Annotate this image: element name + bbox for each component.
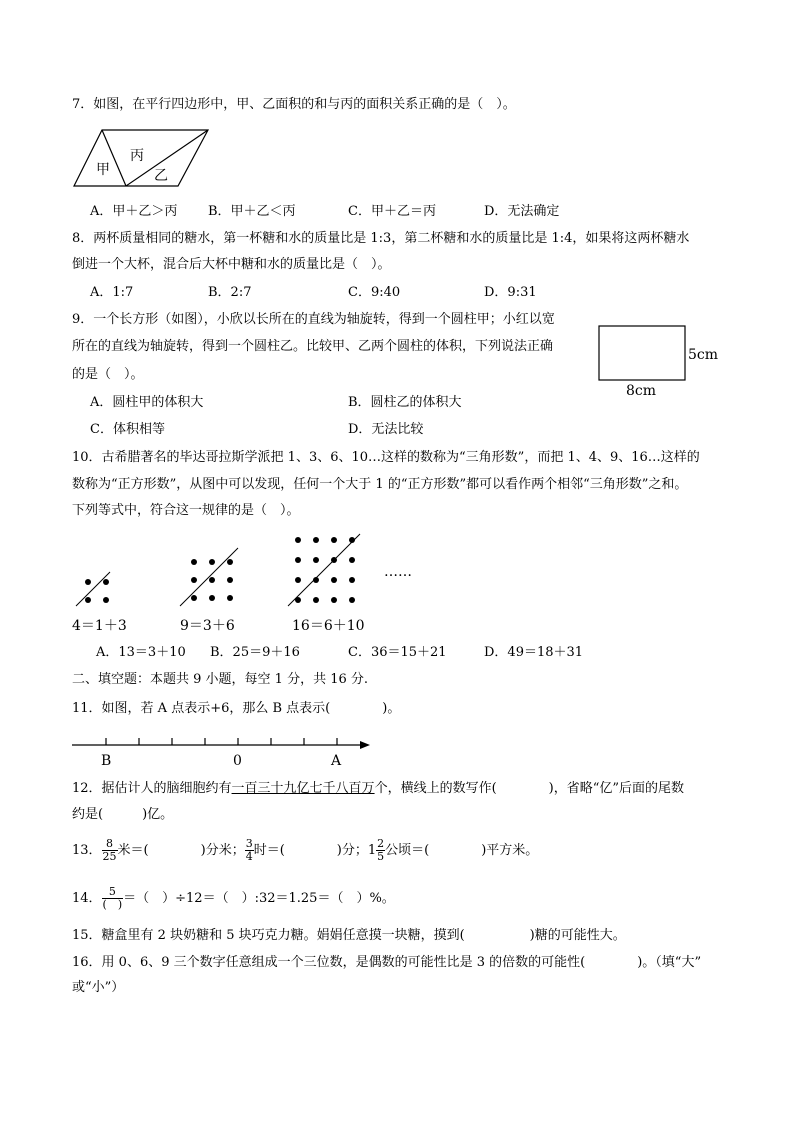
fig-label-jia: 甲 [96,162,110,178]
q7-parallelogram-figure [72,128,212,190]
q12-post: 个，横线上的数写作( )，省略“亿”后面的尾数 [374,781,684,796]
fig-label-9: 9＝3＋6 [180,618,235,634]
q9-option-c: C．体积相等 [90,422,165,437]
q7-option-c: C．甲＋乙＝丙 [348,204,436,219]
q8-option-a: A．1:7 [90,285,134,300]
q10-line3: 下列等式中，符合这一规律的是（ ）。 [72,503,300,518]
point-a-label: A [331,753,342,769]
q16-line2: 或“小”） [72,980,125,995]
q8-option-d: D．9:31 [484,285,537,300]
fig-width-label: 5cm [688,347,719,363]
q8-options [90,284,537,302]
q12-line1 [72,780,684,798]
q8-option-c: C．9:40 [348,285,401,300]
q14-line [72,884,395,914]
q10-option-b: B．25＝9＋16 [210,645,300,660]
point-b-label: B [101,753,112,769]
q14-fraction: $\frac{5}{( )}$ [102,885,123,911]
q9-options-row2 [90,421,423,439]
q8-line1: 8．两杯质量相同的糖水，第一杯糖和水的质量比是 1:3，第二杯糖和水的质量比是 1:4，如果将这两杯糖水 [72,231,690,246]
q11-number-line [72,732,382,768]
q10-option-a: A．13＝3＋10 [96,645,186,660]
q9-options-row1 [90,394,462,412]
square-3x3 [180,548,238,606]
q13-num: 13． [72,843,102,858]
q14-rest: ＝（ ）÷12＝（ ）:32＝1.25＝（ ）%。 [123,891,395,906]
q7-text: 7．如图，在平行四边形中，甲、乙面积的和与丙的面积关系正确的是（ ）。 [72,97,516,112]
q13-fraction-2: $\frac{3}{4}$ [245,837,253,863]
q11-text: 11．如图，若 A 点表示+6，那么 B 点表示( )。 [72,701,401,716]
q8-line2: 倒进一个大杯，混合后大杯中糖和水的质量比是（ ）。 [72,257,391,272]
q10-line2: 数称为“正方形数”，从图中可以发现，任何一个大于 1 的“正方形数”都可以看作两个相邻“三角形数”之和。 [72,477,688,492]
q9-rectangle-figure [598,324,728,400]
zero-label: 0 [233,753,242,769]
q9-option-d: D．无法比较 [348,422,424,437]
q16-line1: 16．用 0、6、9 三个数字任意组成一个三位数，是偶数的可能性比是 3 的倍数的可能性( )。（填“大” [72,955,702,970]
q8-option-b: B．2:7 [208,285,252,300]
q13-part3: 公顷＝( )平方米。 [385,843,539,858]
q12-pre: 12．据估计人的脑细胞约有 [72,781,232,796]
q9-line3: 的是（ ）。 [72,367,144,382]
fig-label-bing: 丙 [130,148,144,164]
q9-line2: 所在的直线为轴旋转，得到一个圆柱乙。比较甲、乙两个圆柱的体积，下列说法正确 [72,339,554,354]
q12-underlined-number: 一百三十九亿七千八百万 [231,781,375,796]
q7-option-a: A．甲＋乙＞丙 [90,204,178,219]
q10-option-d: D．49＝18＋31 [484,645,584,660]
dots-ellipsis: …… [384,564,412,580]
fig-length-label: 8cm [626,383,657,399]
q10-dots-figure [66,530,426,640]
q15-text: 15．糖盒里有 2 块奶糖和 5 块巧克力糖。娟娟任意摸一块糖，摸到( )糖的可能性大。 [72,928,626,943]
q13-part1: 米＝( )分米； [117,843,245,858]
q13-fraction-3: $\frac{2}{5}$ [377,837,385,863]
q12-line2: 约是( )亿。 [72,807,174,822]
section-2-heading: 二、填空题：本题共 9 小题，每空 1 分，共 16 分. [72,672,369,687]
fig-label-yi: 乙 [154,168,168,184]
q13-fraction-1: $\frac{8}{25}$ [102,837,117,863]
fig-label-16: 16＝6＋10 [292,618,365,634]
square-2x2 [76,572,110,606]
q10-options [96,644,583,662]
q9-option-a: A．圆柱甲的体积大 [90,395,204,410]
q7-option-d: D．无法确定 [484,204,560,219]
q14-num: 14． [72,891,102,906]
q10-option-c: C．36＝15＋21 [348,645,447,660]
q7-option-b: B．甲＋乙＜丙 [208,204,296,219]
q7-options [90,203,559,221]
q13-line [72,836,538,866]
q10-line1: 10．古希腊著名的毕达哥拉斯学派把 1、3、6、10…这样的数称为“三角形数”，而把 1、4、9、16…这样的 [72,450,700,465]
q9-option-b: B．圆柱乙的体积大 [348,395,462,410]
fig-label-4: 4＝1＋3 [72,618,127,634]
square-4x4 [288,534,360,606]
q13-part2: 时＝( )分；1 [253,843,377,858]
q9-line1: 9．一个长方形（如图），小欣以长所在的直线为轴旋转，得到一个圆柱甲；小红以宽 [72,312,555,327]
